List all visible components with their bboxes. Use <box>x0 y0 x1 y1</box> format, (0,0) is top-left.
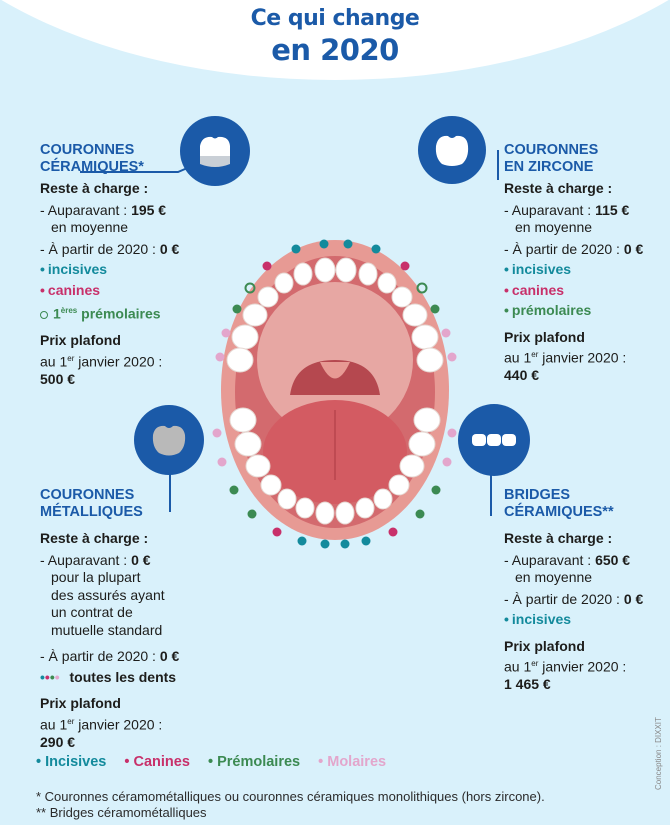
legend-premolaires: • Prémolaires <box>207 754 301 770</box>
avant-note-line: mutuelle standard <box>51 621 163 638</box>
legend-canines: • Canines <box>124 754 190 770</box>
teeth-premolaires: • prémolaires <box>504 302 592 318</box>
teeth-incisives: • incisives <box>504 261 572 277</box>
teeth-premolaires: 1ères prémolaires <box>40 302 215 323</box>
apres-line: - À partir de 2020 : 0 € <box>504 590 644 607</box>
section-title: COURONNES EN ZIRCONE <box>504 142 599 175</box>
apres-line: - À partir de 2020 : 0 € <box>40 648 180 664</box>
teeth-incisives: • incisives <box>504 611 572 627</box>
plafond-date: au 1er janvier 2020 : <box>504 349 627 366</box>
plafond-value: 290 € <box>40 733 76 750</box>
reste-label: Reste à charge : <box>504 530 613 546</box>
plafond-label: Prix plafond <box>40 332 121 349</box>
avant-note-line: pour la plupart <box>51 569 141 585</box>
avant-line: - Auparavant : 0 € <box>40 551 151 568</box>
plafond-label: Prix plafond <box>40 695 121 711</box>
plafond-value: 440 € <box>504 367 540 384</box>
plafond-label: Prix plafond <box>504 328 585 345</box>
section-title: COURONNES CÉRAMIQUES* <box>40 142 144 175</box>
plafond-date: au 1er janvier 2020 : <box>40 353 163 370</box>
page-title-line1: Ce qui change <box>250 6 420 31</box>
avant-note: en moyenne <box>51 219 129 235</box>
plafond-value: 500 € <box>40 370 76 387</box>
plafond-date: au 1er janvier 2020 : <box>40 716 163 733</box>
plafond-value: 1 465 € <box>504 676 551 693</box>
reste-label: Reste à charge : <box>40 180 149 196</box>
teeth-canines: • canines <box>40 281 101 298</box>
page-title-line2: en 2020 <box>271 33 399 67</box>
legend <box>36 754 400 770</box>
avant-note: en moyenne <box>515 219 593 235</box>
legend-incisives: • Incisives <box>36 754 107 770</box>
teeth-incisives: • incisives <box>40 261 108 277</box>
section-couronnes-ceramiques <box>40 142 215 388</box>
avant-line: - Auparavant : 650 € <box>504 551 631 568</box>
footnote-1: * Couronnes céramométalliques ou couronnes céramiques monolithiques (hors zircone). <box>36 789 545 804</box>
avant-line: - Auparavant : 115 € <box>504 201 630 218</box>
section-couronnes-zircone <box>504 142 669 385</box>
reste-label: Reste à charge : <box>40 530 149 546</box>
plafond-date: au 1er janvier 2020 : <box>504 658 627 675</box>
plafond-label: Prix plafond <box>504 637 585 654</box>
avant-note: en moyenne <box>515 569 593 585</box>
apres-line: - À partir de 2020 : 0 € <box>40 240 180 257</box>
teeth-canines: • canines <box>504 281 565 298</box>
footnote-2: ** Bridges céramométalliques <box>36 805 207 820</box>
section-title: BRIDGES CÉRAMIQUES** <box>504 487 614 520</box>
avant-note-line: des assurés ayant <box>51 586 165 603</box>
reste-label: Reste à charge : <box>504 180 613 196</box>
teeth-all: •••• toutes les dents <box>40 668 177 685</box>
section-couronnes-metalliques <box>40 487 215 751</box>
legend-molaires: • Molaires <box>318 754 387 770</box>
credit-text: Conception : DIXXIT <box>654 717 663 790</box>
apres-line: - À partir de 2020 : 0 € <box>504 240 644 257</box>
avant-line: - Auparavant : 195 € <box>40 201 167 218</box>
avant-note-line: un contrat de <box>51 604 133 620</box>
section-bridges-ceramiques <box>504 487 669 694</box>
section-title: COURONNES MÉTALLIQUES <box>40 487 143 520</box>
